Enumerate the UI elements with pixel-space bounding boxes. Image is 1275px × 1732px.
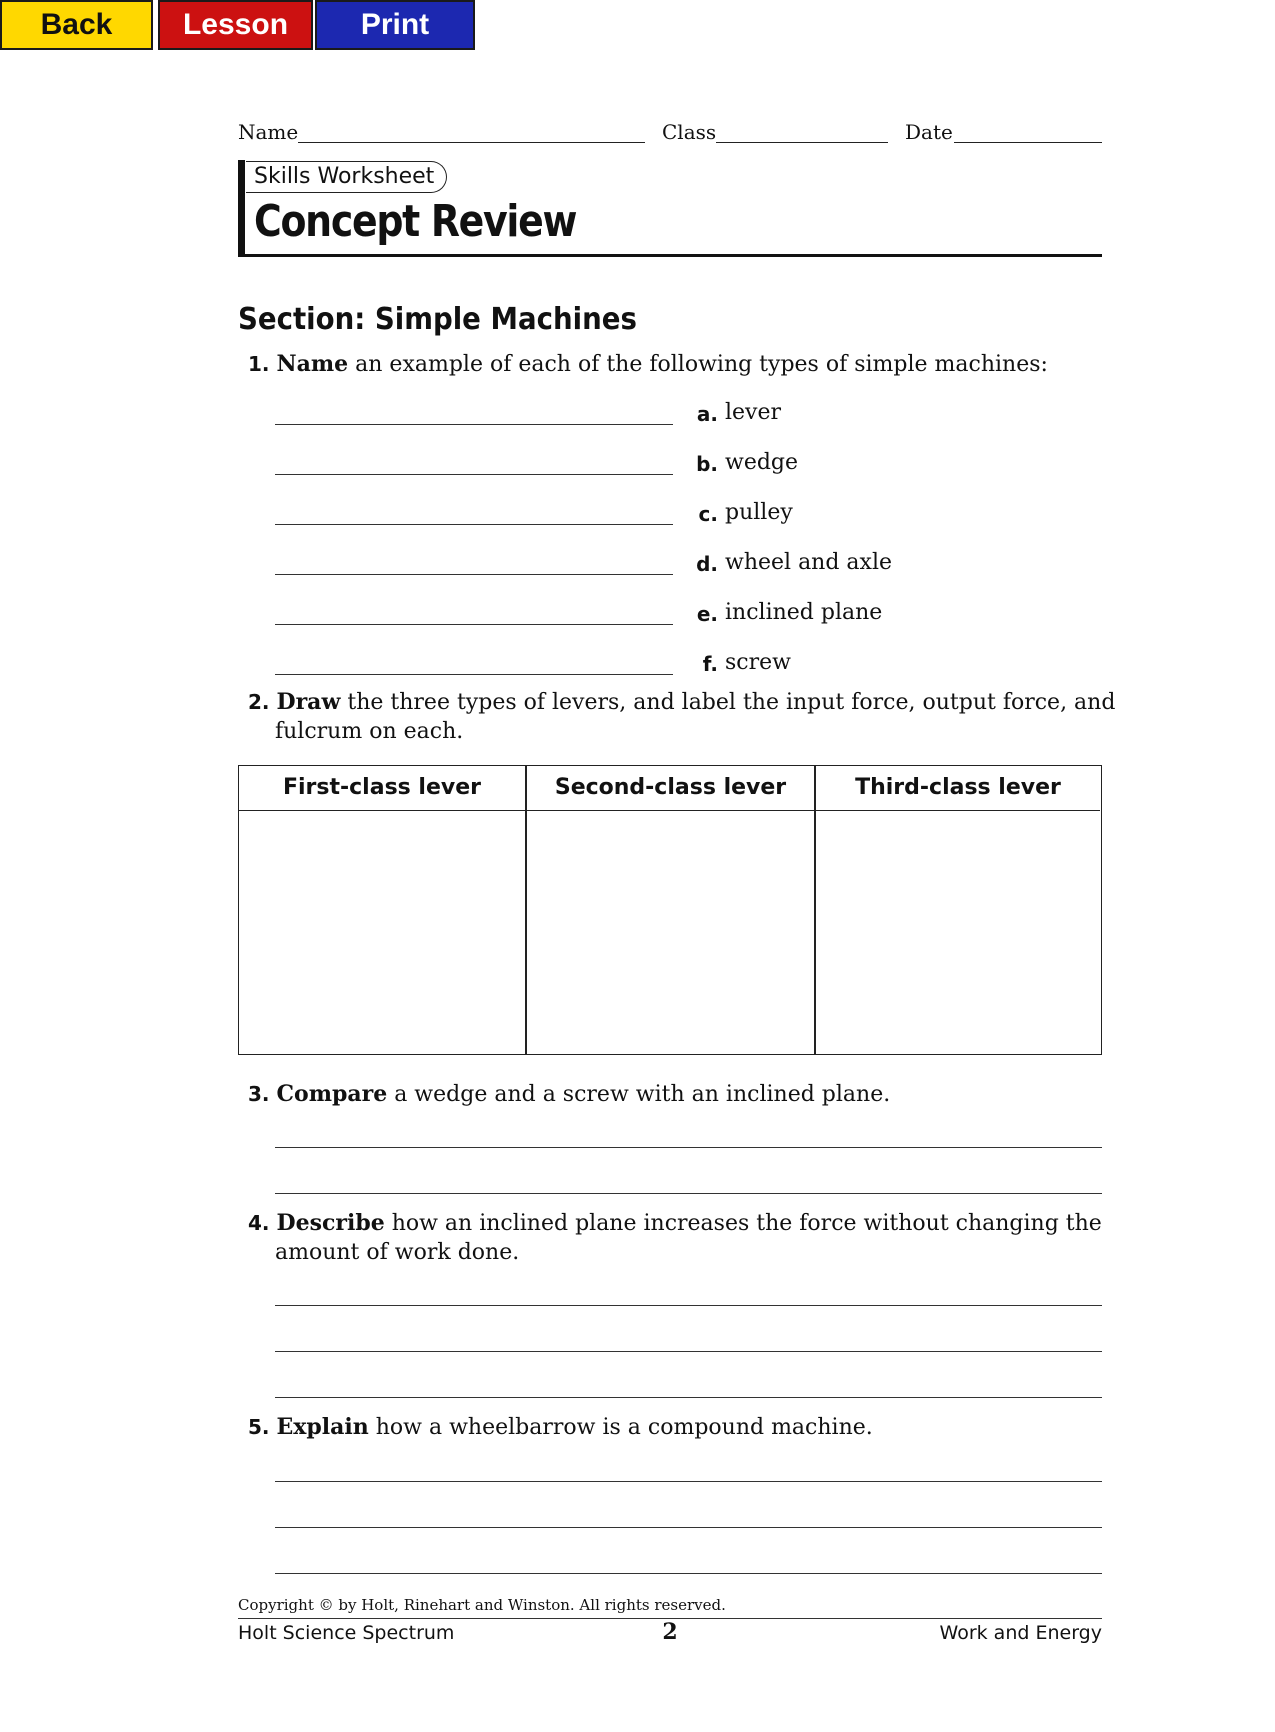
option-letter: a. — [696, 402, 718, 426]
option-letter: b. — [696, 452, 718, 476]
footer-chapter-title: Work and Energy — [939, 1622, 1102, 1644]
question-verb: Name — [276, 351, 349, 377]
option-text: wedge — [725, 450, 799, 475]
section-title: Section: Simple Machines — [238, 302, 637, 337]
option-text: inclined plane — [725, 600, 883, 625]
name-label: Name — [238, 120, 299, 144]
option-text: lever — [725, 400, 782, 425]
class-field[interactable] — [716, 142, 888, 143]
copyright-notice: Copyright © by Holt, Rinehart and Winston. All rights reserved. — [238, 1596, 726, 1614]
lever-column-header: Second-class lever — [527, 766, 814, 811]
date-label: Date — [905, 120, 953, 144]
class-label: Class — [662, 120, 717, 144]
question-text: how a wheelbarrow is a compound machine. — [368, 1415, 873, 1440]
option-letter: d. — [696, 552, 718, 576]
question-number: 1. — [248, 352, 270, 376]
worksheet-type-tab: Skills Worksheet — [246, 161, 447, 193]
title-rule — [238, 254, 1102, 257]
question-number: 3. — [248, 1082, 270, 1106]
question-verb: Compare — [276, 1081, 388, 1107]
option-text: screw — [725, 650, 791, 675]
page-number: 2 — [662, 1619, 678, 1645]
answer-line[interactable] — [275, 1147, 1102, 1148]
question-5 — [248, 1413, 873, 1442]
question-text: a wedge and a screw with an inclined plane. — [387, 1082, 891, 1107]
lever-table — [238, 765, 1102, 1055]
option-letter: e. — [696, 602, 718, 626]
answer-line[interactable] — [275, 1397, 1102, 1398]
answer-line[interactable] — [275, 1305, 1102, 1306]
answer-line-d[interactable] — [275, 574, 673, 575]
answer-line-b[interactable] — [275, 474, 673, 475]
question-text: the three types of levers, and label the input force, output force, and — [340, 690, 1116, 715]
question-2 — [248, 688, 1115, 717]
answer-line[interactable] — [275, 1527, 1102, 1528]
option-text: wheel and axle — [725, 550, 893, 575]
question-verb: Explain — [276, 1414, 369, 1440]
lever-column-header: First-class lever — [239, 766, 525, 811]
footer-book-title: Holt Science Spectrum — [238, 1622, 455, 1644]
question-2-continued: fulcrum on each. — [275, 719, 464, 744]
answer-line-e[interactable] — [275, 624, 673, 625]
date-field[interactable] — [954, 142, 1102, 143]
question-4-continued: amount of work done. — [275, 1240, 520, 1265]
back-button[interactable]: Back — [0, 0, 153, 50]
question-3 — [248, 1080, 890, 1109]
first-class-cell[interactable] — [239, 766, 525, 1054]
option-text: pulley — [725, 500, 793, 525]
answer-line[interactable] — [275, 1193, 1102, 1194]
lesson-button[interactable]: Lesson — [158, 0, 313, 50]
question-number: 2. — [248, 690, 270, 714]
option-letter: f. — [702, 652, 718, 676]
question-number: 5. — [248, 1415, 270, 1439]
answer-line-c[interactable] — [275, 524, 673, 525]
page-title: Concept Review — [254, 196, 577, 247]
lever-column-header: Third-class lever — [816, 766, 1100, 811]
option-letter: c. — [698, 502, 718, 526]
question-text: an example of each of the following types of simple machines: — [348, 352, 1048, 377]
question-4 — [248, 1209, 1102, 1238]
print-button[interactable]: Print — [315, 0, 475, 50]
title-accent-bar — [238, 160, 245, 257]
name-field[interactable] — [298, 142, 645, 143]
question-text: how an inclined plane increases the force without changing the — [384, 1211, 1102, 1236]
answer-line[interactable] — [275, 1351, 1102, 1352]
second-class-cell[interactable] — [527, 766, 814, 1054]
question-number: 4. — [248, 1211, 270, 1235]
answer-line-a[interactable] — [275, 424, 673, 425]
answer-line[interactable] — [275, 1481, 1102, 1482]
answer-line[interactable] — [275, 1573, 1102, 1574]
answer-line-f[interactable] — [275, 674, 673, 675]
question-verb: Draw — [276, 689, 341, 715]
question-1 — [248, 350, 1048, 379]
question-verb: Describe — [276, 1210, 385, 1236]
third-class-cell[interactable] — [816, 766, 1100, 1054]
